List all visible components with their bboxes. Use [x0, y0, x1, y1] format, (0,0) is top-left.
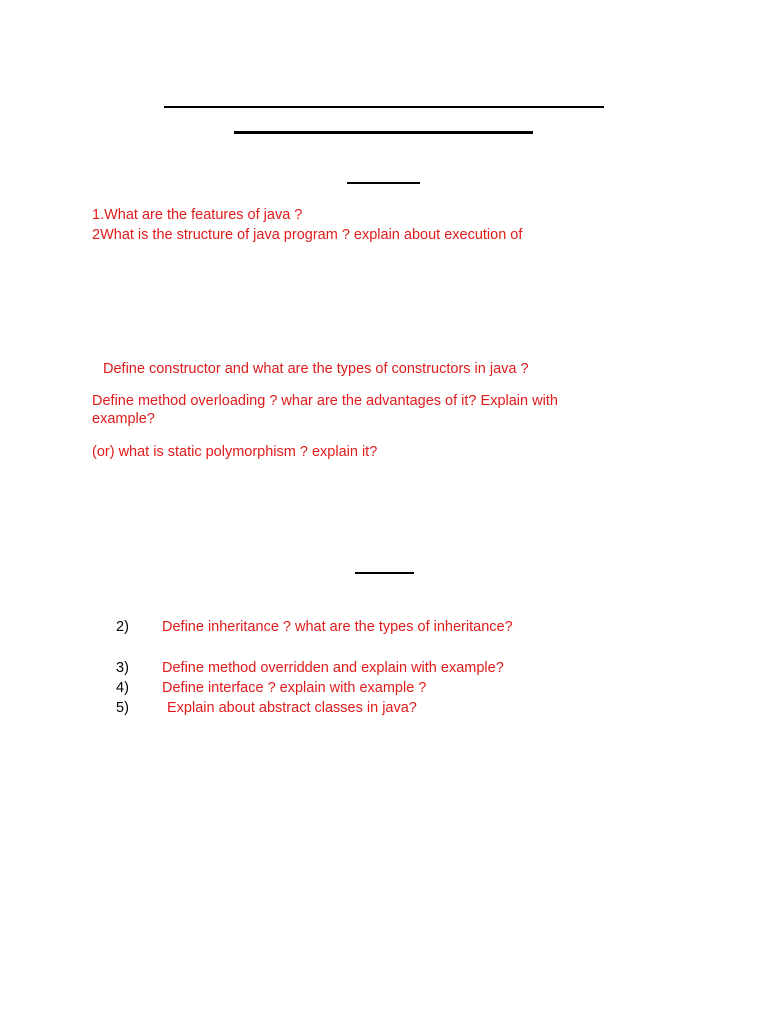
- list-item: [116, 659, 504, 677]
- list-item: [116, 679, 426, 697]
- unit2-heading-underline: [355, 572, 414, 574]
- title-underline: [164, 106, 604, 108]
- list-number: 3): [116, 660, 129, 676]
- question-method-overloading: Define method overloading ? whar are the advantages of it? Explain with example?: [92, 393, 558, 427]
- unit-heading-underline: [347, 182, 420, 184]
- list-text: Explain about abstract classes in java?: [167, 700, 417, 716]
- list-text: Define interface ? explain with example ?: [162, 680, 427, 696]
- list-number: 5): [116, 700, 129, 716]
- list-text: Define inheritance ? what are the types of inheritance?: [162, 619, 513, 635]
- question-constructors: Define constructor and what are the types of constructors in java ?: [103, 361, 529, 377]
- list-item: [116, 699, 417, 717]
- list-item: [116, 618, 513, 636]
- question-structure-of-java-program: 2What is the structure of java program ? explain about execution of: [92, 227, 523, 243]
- subtitle-underline: [234, 131, 533, 134]
- list-number: 4): [116, 680, 129, 696]
- list-text: Define method overridden and explain with example?: [162, 660, 504, 676]
- list-number: 2): [116, 619, 129, 635]
- question-features-of-java: 1.What are the features of java ?: [92, 207, 303, 223]
- question-static-polymorphism: (or) what is static polymorphism ? explain it?: [92, 444, 378, 460]
